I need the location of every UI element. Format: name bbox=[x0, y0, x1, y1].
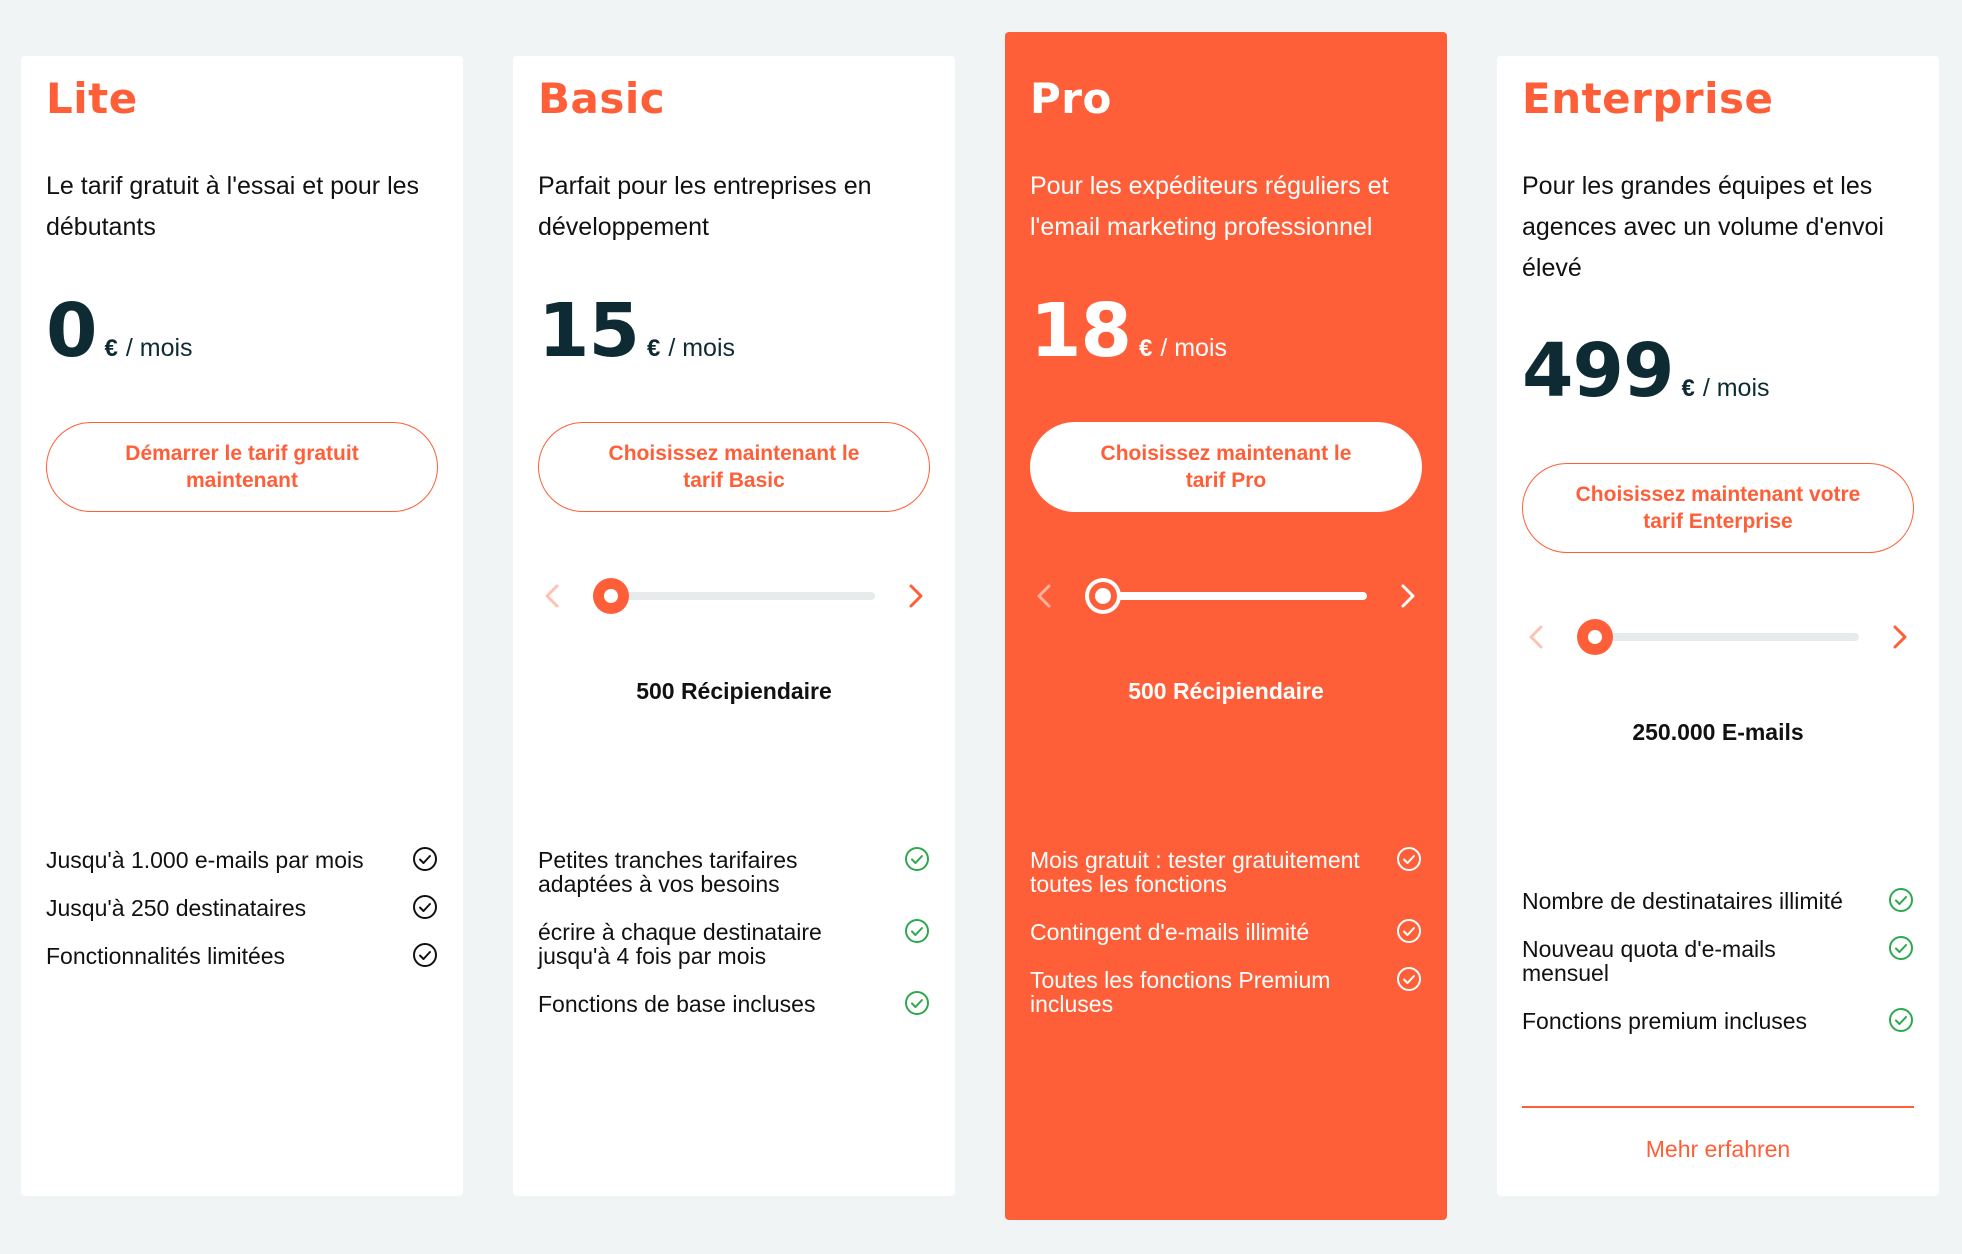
start-free-plan-button[interactable]: Démarrer le tarif gratuit maintenant bbox=[46, 422, 438, 512]
price-amount: 0 bbox=[46, 288, 97, 374]
price-amount: 18 bbox=[1030, 288, 1131, 374]
chevron-right-icon[interactable] bbox=[1886, 617, 1914, 657]
check-circle-icon bbox=[1396, 918, 1422, 944]
feature-text: Toutes les fonctions Premium incluses bbox=[1030, 967, 1331, 1017]
choose-basic-plan-button[interactable]: Choisissez maintenant le tarif Basic bbox=[538, 422, 930, 512]
slider-value: 500 Récipiendaire bbox=[1128, 678, 1324, 704]
plan-price bbox=[1522, 328, 1770, 414]
plan-price bbox=[538, 288, 735, 374]
price-currency: € bbox=[104, 335, 118, 362]
price-period: / mois bbox=[125, 334, 193, 362]
plan-card-basic bbox=[513, 56, 955, 1196]
price-currency: € bbox=[1681, 375, 1695, 402]
feature-item bbox=[1522, 937, 1914, 985]
check-circle-icon bbox=[412, 894, 438, 920]
feature-text: écrire à chaque destinataire jusqu'à 4 fois par mois bbox=[538, 919, 822, 969]
check-circle-icon bbox=[1888, 935, 1914, 961]
plan-title: Enterprise bbox=[1522, 74, 1774, 123]
check-circle-icon bbox=[904, 846, 930, 872]
check-circle-icon bbox=[412, 846, 438, 872]
check-circle-icon bbox=[1888, 887, 1914, 913]
choose-enterprise-plan-button[interactable]: Choisissez maintenant votre tarif Enterprise bbox=[1522, 463, 1914, 553]
feature-item bbox=[538, 848, 930, 896]
feature-list bbox=[1030, 848, 1422, 1040]
plan-price bbox=[1030, 288, 1227, 374]
price-period: / mois bbox=[668, 334, 736, 362]
plan-card-lite bbox=[21, 56, 463, 1196]
chevron-right-icon[interactable] bbox=[902, 576, 930, 616]
feature-text: Fonctionnalités limitées bbox=[46, 943, 286, 969]
price-currency: € bbox=[646, 335, 661, 362]
slider-value: 500 Récipiendaire bbox=[636, 678, 832, 704]
plan-description: Pour les grandes équipes et les agences avec un volume d'envoi élevé bbox=[1522, 172, 1884, 282]
plan-title: Lite bbox=[46, 74, 138, 123]
price-currency: € bbox=[1138, 335, 1153, 362]
recipient-slider bbox=[1030, 576, 1422, 616]
feature-text: Nouveau quota d'e-mails mensuel bbox=[1522, 936, 1776, 986]
feature-item bbox=[46, 944, 438, 968]
check-circle-icon bbox=[904, 918, 930, 944]
feature-item bbox=[1030, 848, 1422, 896]
plan-description: Le tarif gratuit à l'essai et pour les débutants bbox=[46, 172, 420, 241]
feature-text: Fonctions premium incluses bbox=[1522, 1008, 1808, 1034]
feature-item bbox=[46, 848, 438, 872]
choose-pro-plan-button[interactable]: Choisissez maintenant le tarif Pro bbox=[1030, 422, 1422, 512]
feature-text: Petites tranches tarifaires adaptées à vos besoins bbox=[538, 847, 798, 897]
feature-text: Contingent d'e-mails illimité bbox=[1030, 919, 1310, 945]
feature-text: Jusqu'à 250 destinataires bbox=[46, 895, 307, 921]
slider-track[interactable] bbox=[593, 592, 875, 600]
plan-card-enterprise bbox=[1497, 56, 1939, 1196]
feature-item bbox=[1522, 889, 1914, 913]
feature-item bbox=[1522, 1009, 1914, 1033]
plan-title: Pro bbox=[1030, 74, 1112, 123]
check-circle-icon bbox=[412, 942, 438, 968]
recipient-slider bbox=[538, 576, 930, 616]
price-amount: 15 bbox=[538, 288, 639, 374]
feature-text: Mois gratuit : tester gratuitement toutes les fonctions bbox=[1030, 847, 1360, 897]
check-circle-icon bbox=[1396, 846, 1422, 872]
plan-description: Pour les expéditeurs réguliers et l'email marketing professionnel bbox=[1030, 172, 1389, 241]
plan-card-pro bbox=[1005, 32, 1447, 1220]
check-circle-icon bbox=[904, 990, 930, 1016]
feature-item bbox=[538, 920, 930, 968]
slider-thumb[interactable] bbox=[1085, 578, 1121, 614]
check-circle-icon bbox=[1396, 966, 1422, 992]
feature-list bbox=[538, 848, 930, 1040]
check-circle-icon bbox=[1888, 1007, 1914, 1033]
price-period: / mois bbox=[1702, 374, 1770, 402]
email-volume-slider bbox=[1522, 617, 1914, 657]
price-amount: 499 bbox=[1522, 328, 1674, 414]
feature-item bbox=[46, 896, 438, 920]
feature-text: Fonctions de base incluses bbox=[538, 991, 816, 1017]
plan-price bbox=[46, 288, 193, 374]
feature-text: Nombre de destinataires illimité bbox=[1522, 888, 1843, 914]
plan-title: Basic bbox=[538, 74, 666, 123]
plan-description: Parfait pour les entreprises en développement bbox=[538, 172, 872, 241]
divider bbox=[1522, 1106, 1914, 1108]
slider-track[interactable] bbox=[1577, 633, 1859, 641]
price-period: / mois bbox=[1160, 334, 1228, 362]
slider-thumb[interactable] bbox=[1577, 619, 1613, 655]
slider-value: 250.000 E-mails bbox=[1632, 719, 1804, 745]
feature-item bbox=[538, 992, 930, 1016]
chevron-left-icon[interactable] bbox=[538, 576, 566, 616]
feature-item bbox=[1030, 968, 1422, 1016]
chevron-left-icon[interactable] bbox=[1030, 576, 1058, 616]
chevron-right-icon[interactable] bbox=[1394, 576, 1422, 616]
feature-text: Jusqu'à 1.000 e-mails par mois bbox=[46, 847, 364, 873]
learn-more-link[interactable]: Mehr erfahren bbox=[1645, 1136, 1791, 1162]
feature-item bbox=[1030, 920, 1422, 944]
slider-thumb[interactable] bbox=[593, 578, 629, 614]
feature-list bbox=[46, 848, 438, 992]
feature-list bbox=[1522, 889, 1914, 1057]
chevron-left-icon[interactable] bbox=[1522, 617, 1550, 657]
slider-track[interactable] bbox=[1085, 592, 1367, 600]
